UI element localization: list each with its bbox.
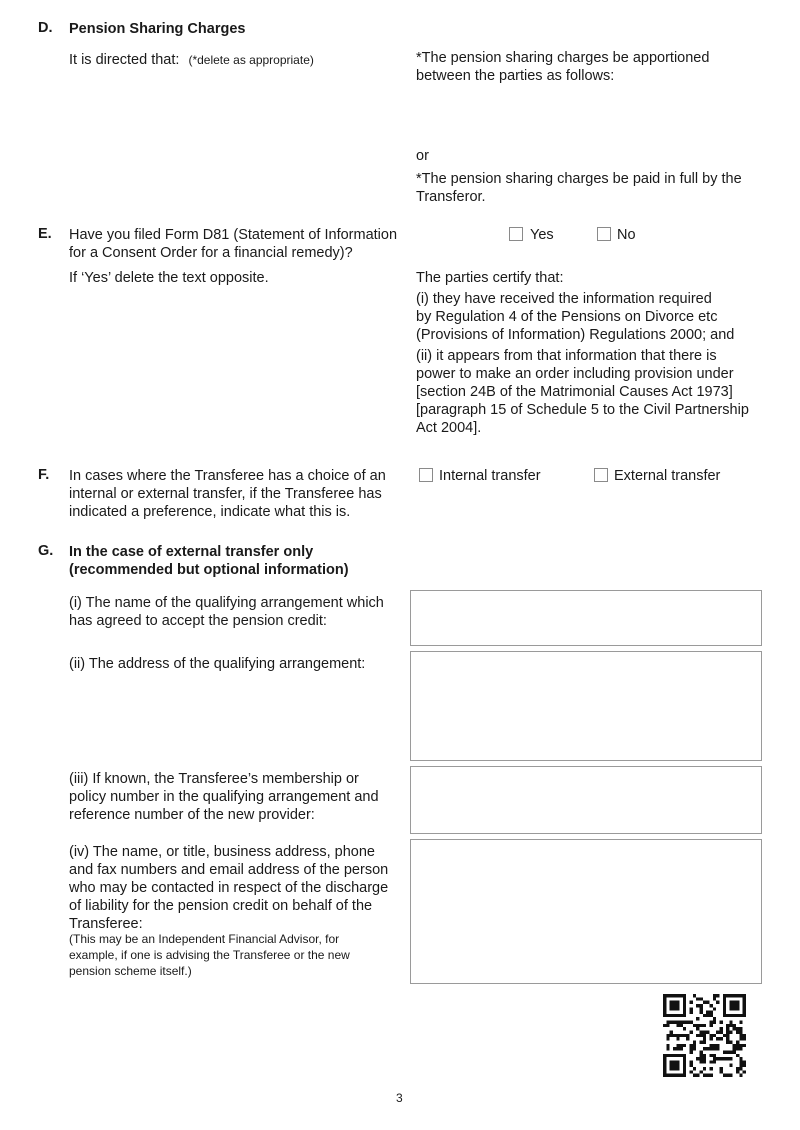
q4-note-line1: (This may be an Independent Financial Advisor, for xyxy=(69,932,340,946)
option2-line1: *The pension sharing charges be paid in full by the xyxy=(416,171,742,187)
f-text-line1: In cases where the Transferee has a choice of an xyxy=(69,468,386,484)
question-line2: for a Consent Order for a financial remedy)? xyxy=(69,245,353,261)
g-title-line2: (recommended but optional information) xyxy=(69,562,349,578)
q1-line2: has agreed to accept the pension credit: xyxy=(69,613,327,629)
membership-number-field[interactable] xyxy=(410,766,762,834)
q4-line2: and fax numbers and email address of the person xyxy=(69,862,389,878)
q4-line5: Transferee: xyxy=(69,916,143,932)
section-e-instruction: If ‘Yes’ delete the text opposite. xyxy=(69,270,269,286)
certify-item-ii xyxy=(416,347,749,437)
q3-line2: policy number in the qualifying arrangement and xyxy=(69,789,379,805)
certify-item-i xyxy=(416,290,734,344)
qualifying-arrangement-name-field[interactable] xyxy=(410,590,762,646)
directed-label xyxy=(69,51,314,69)
section-f-letter: F. xyxy=(38,467,50,483)
f-text-line2: internal or external transfer, if the Transferee has xyxy=(69,486,382,502)
certify-i-line2: by Regulation 4 of the Pensions on Divorce etc xyxy=(416,309,718,325)
directed-label-text: It is directed that: xyxy=(69,52,180,68)
certify-i-line3: (Provisions of Information) Regulations 2000; and xyxy=(416,327,735,343)
external-transfer-checkbox[interactable] xyxy=(594,468,608,482)
membership-number-input[interactable] xyxy=(411,767,761,833)
no-checkbox[interactable] xyxy=(597,227,611,241)
option1-line1: *The pension sharing charges be apportioned xyxy=(416,50,710,66)
yes-checkbox[interactable] xyxy=(509,227,523,241)
internal-transfer-label: Internal transfer xyxy=(439,468,541,484)
section-e-question xyxy=(69,226,397,262)
section-d-title: Pension Sharing Charges xyxy=(69,21,246,37)
certify-heading: The parties certify that: xyxy=(416,270,564,286)
charges-option-transferor xyxy=(416,170,742,206)
q4-line4: of liability for the pension credit on behalf of the xyxy=(69,898,373,914)
question-line1: Have you filed Form D81 (Statement of Information xyxy=(69,227,398,243)
f-text-line3: indicated a preference, indicate what this is. xyxy=(69,504,351,520)
or-text: or xyxy=(416,148,429,164)
charges-option-apportioned xyxy=(416,49,709,85)
qualifying-arrangement-address-field[interactable] xyxy=(410,651,762,761)
contact-person-field[interactable] xyxy=(410,839,762,984)
certify-i-line1: (i) they have received the information required xyxy=(416,291,712,307)
g-question-iii xyxy=(69,770,379,824)
qualifying-arrangement-name-input[interactable] xyxy=(411,591,761,645)
section-g-title xyxy=(69,543,349,579)
section-f-text xyxy=(69,467,386,521)
certify-ii-line4: [paragraph 15 of Schedule 5 to the Civil Partnership xyxy=(416,402,749,418)
option1-line2: between the parties as follows: xyxy=(416,68,615,84)
q4-note-line2: example, if one is advising the Transferee or the new xyxy=(69,948,350,962)
q2-line1: (ii) The address of the qualifying arrangement: xyxy=(69,656,366,672)
no-label: No xyxy=(617,227,636,243)
directed-note: (*delete as appropriate) xyxy=(188,53,314,67)
certify-ii-line3: [section 24B of the Matrimonial Causes Act 1973] xyxy=(416,384,733,400)
g-question-i xyxy=(69,594,384,630)
qr-code-icon xyxy=(663,994,746,1077)
g-title-line1: In the case of external transfer only xyxy=(69,544,314,560)
q1-line1: (i) The name of the qualifying arrangement which xyxy=(69,595,384,611)
internal-transfer-checkbox[interactable] xyxy=(419,468,433,482)
g-question-ii xyxy=(69,655,365,673)
certify-ii-line1: (ii) it appears from that information that there is xyxy=(416,348,717,364)
g-question-iv xyxy=(69,843,388,933)
certify-ii-line2: power to make an order including provision under xyxy=(416,366,734,382)
q4-line1: (iv) The name, or title, business address, phone xyxy=(69,844,376,860)
section-d-letter: D. xyxy=(38,20,53,36)
page-number: 3 xyxy=(396,1091,403,1105)
certify-ii-line5: Act 2004]. xyxy=(416,420,482,436)
yes-label: Yes xyxy=(530,227,554,243)
q4-line3: who may be contacted in respect of the discharge xyxy=(69,880,389,896)
g-question-iv-note xyxy=(69,931,350,979)
qualifying-arrangement-address-input[interactable] xyxy=(411,652,761,760)
contact-person-input[interactable] xyxy=(411,840,761,983)
q3-line3: reference number of the new provider: xyxy=(69,807,315,823)
external-transfer-label: External transfer xyxy=(614,468,721,484)
section-e-letter: E. xyxy=(38,226,52,242)
q3-line1: (iii) If known, the Transferee’s membership or xyxy=(69,771,359,787)
section-g-letter: G. xyxy=(38,543,54,559)
option2-line2: Transferor. xyxy=(416,189,486,205)
q4-note-line3: pension scheme itself.) xyxy=(69,964,192,978)
